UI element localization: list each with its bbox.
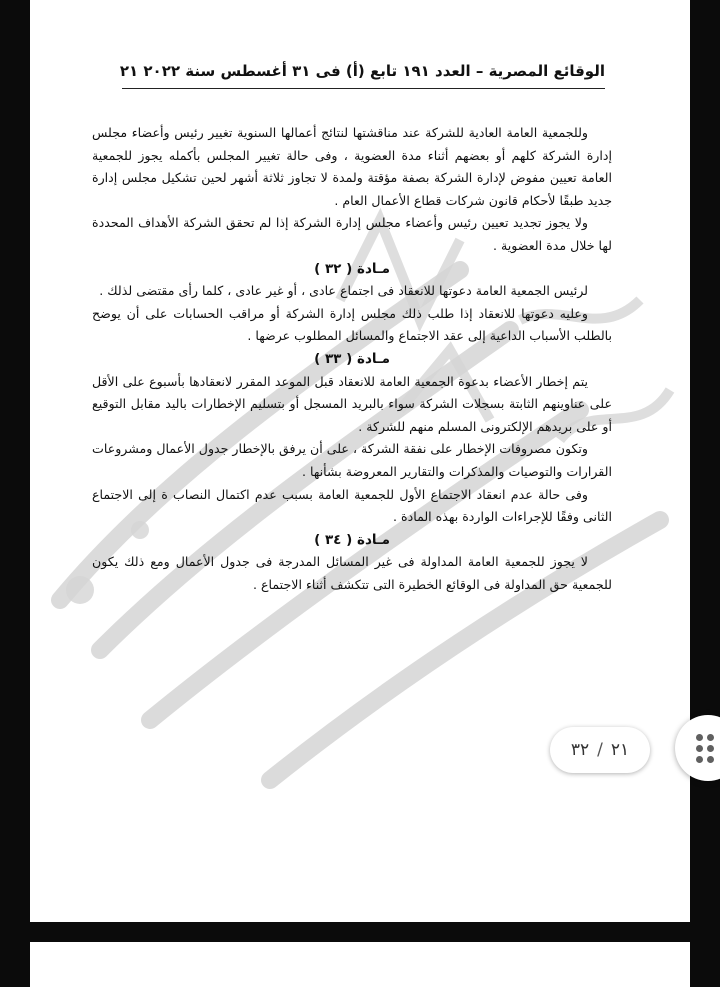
article-title: مـادة ( ٣٤ ) xyxy=(314,531,390,548)
paragraph: يتم إخطار الأعضاء بدعوة الجمعية العامة للانعقاد قبل الموعد المقرر لانعقادها بأسبوع على الأقل على عناوينهم الثابتة بسجلات الشركة سواء بالبريد المسجل أو بتسليم الإخطارات باليد مقابل التوقيع أو على بريدهم الإلكترونى المسلم منهم للشركة . xyxy=(92,373,612,434)
dot xyxy=(707,734,714,741)
dot xyxy=(696,734,703,741)
dot xyxy=(707,745,714,752)
total-pages: ٣٢ xyxy=(570,740,590,760)
next-page-preview[interactable] xyxy=(30,942,690,987)
dot xyxy=(696,745,703,752)
dot xyxy=(707,756,714,763)
current-page-number: ٢١ xyxy=(610,740,630,760)
paragraph: لرئيس الجمعية العامة دعوتها للانعقاد فى اجتماع عادى ، أو غير عادى ، كلما رأى مقتضى لذلك . xyxy=(99,283,588,299)
paragraph: وفى حالة عدم انعقاد الاجتماع الأول للجمعية العامة بسبب عدم اكتمال النصاب ة إلى الاجتماع الثانى وفقًا للإجراءات الواردة بهذه المادة . xyxy=(92,486,612,525)
article-title: مـادة ( ٣٢ ) xyxy=(314,260,390,277)
page-indicator[interactable] xyxy=(550,727,650,773)
paragraph: وعليه دعوتها للانعقاد إذا طلب ذلك مجلس إدارة الشركة أو مراقب الحسابات على أن يوضح بالطلب الأسباب الداعية إلى عقد الاجتماع والمسائل المطلوب عرضها . xyxy=(92,305,612,344)
dot xyxy=(696,756,703,763)
article-title: مـادة ( ٣٣ ) xyxy=(314,350,390,367)
document-page[interactable] xyxy=(30,0,690,922)
page-separator: / xyxy=(597,740,603,760)
paragraph: لا يجوز للجمعية العامة المداولة فى غير المسائل المدرجة فى جدول الأعمال ومع ذلك يكون للجمعية حق المداولة فى الوقائع الخطيرة التى تتكشف أثناء الاجتماع . xyxy=(92,554,612,592)
document-body xyxy=(92,122,612,596)
paragraph: وتكون مصروفات الإخطار على نفقة الشركة ، على أن يرفق بالإخطار جدول الأعمال ومشروعات القرارات والتوصيات والمذكرات والتقارير المعروضة بشأنها . xyxy=(92,441,612,479)
paragraph: ولا يجوز تجديد تعيين رئيس وأعضاء مجلس إدارة الشركة إذا لم تحقق الشركة الأهداف المحددة لها خلال مدة العضوية . xyxy=(92,215,612,253)
page-header: الوقائع المصرية – العدد ١٩١ تابع (أ) فى ٣١ أغسطس سنة ٢٠٢٢ ٢١ xyxy=(122,62,605,89)
paragraph: وللجمعية العامة العادية للشركة عند مناقشتها لنتائج أعمالها السنوية تغيير رئيس وأعضاء مجلس إدارة الشركة كلهم أو بعضهم أثناء مدة العضوية ، وفى حالة تغيير المجلس بأكمله يجوز للجمعية العامة تعيين مفوض لإدارة الشركة بصفة مؤقتة ولمدة لا تجاوز ثلاثة أشهر لحين تشكيل مجلس إدارة جديد طبقًا لأحكام قانون شركات قطاع الأعمال العام . xyxy=(92,125,612,208)
